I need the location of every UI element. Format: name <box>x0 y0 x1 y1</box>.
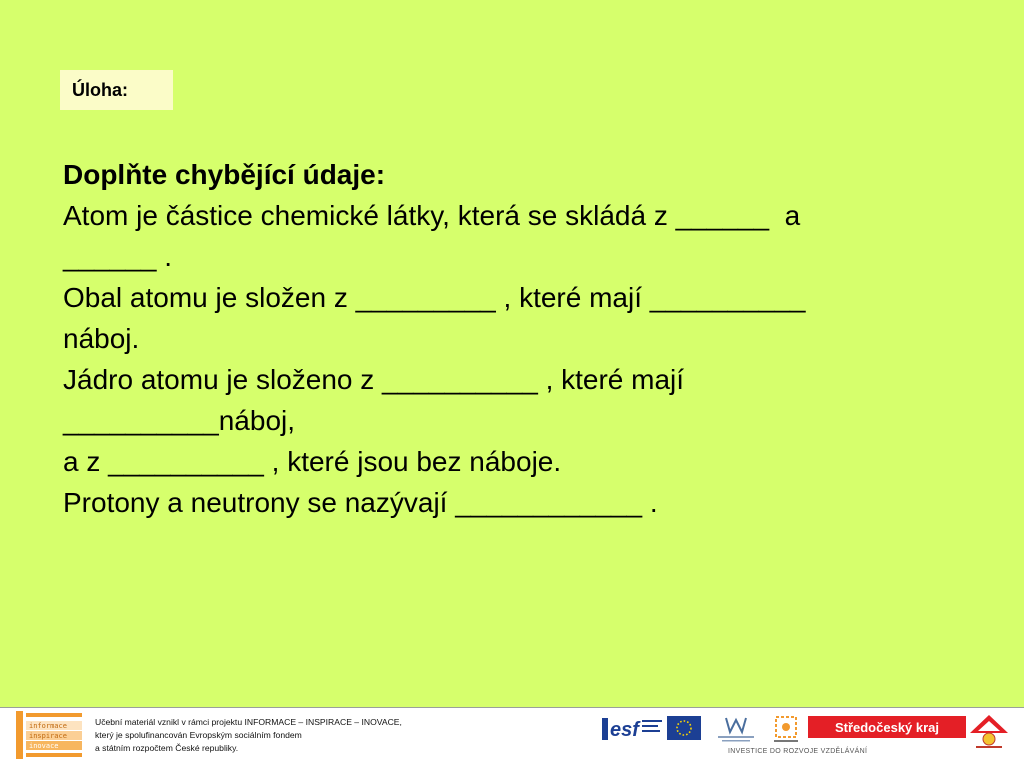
logo-word: inovace <box>29 742 59 750</box>
logo-word: informace <box>29 722 67 730</box>
exercise-line: ______ . <box>63 241 172 272</box>
informace-inspirace-inovace-logo <box>16 711 84 759</box>
kraj-label: Středočeský kraj <box>834 719 940 735</box>
exercise-line: Obal atomu je složen z _________ , které mají __________ <box>63 282 806 313</box>
footer-text-line: Učební materiál vznikl v rámci projektu INFORMACE – INSPIRACE – INOVACE, <box>95 717 402 727</box>
exercise-line: Jádro atomu je složeno z __________ , které mají <box>63 364 685 395</box>
exercise-line: Atom je částice chemické látky, která se skládá z ______ a <box>63 200 801 231</box>
exercise-line: Protony a neutrony se nazývají ____________ . <box>63 487 658 518</box>
eu-flag-icon <box>667 716 701 740</box>
msmt-logo-icon <box>712 714 760 744</box>
exercise-text <box>63 154 983 523</box>
esf-icon <box>602 714 664 744</box>
footer-text-line: který je spolufinancován Evropským sociálním fondem <box>95 730 302 740</box>
exercise-line: náboj. <box>63 323 140 354</box>
svg-text:esf: esf <box>610 719 639 741</box>
jesenice-emblem-icon <box>968 713 1010 749</box>
op-vk-logo-icon <box>770 715 802 745</box>
exercise-line: a z __________ , které jsou bez náboje. <box>63 446 562 477</box>
investice-label: INVESTICE DO ROZVOJE VZDĚLÁVÁNÍ <box>728 748 868 755</box>
exercise-heading: Doplňte chybějící údaje: <box>63 159 386 190</box>
stredocesky-kraj-banner <box>808 716 966 738</box>
exercise-line: __________náboj, <box>63 405 296 436</box>
logo-word: inspirace <box>29 732 67 740</box>
esf-logo <box>602 714 664 744</box>
footer-text-line: a státním rozpočtem České republiky. <box>95 743 239 753</box>
task-label: Úloha: <box>60 70 173 110</box>
footer-funding-text <box>95 716 515 755</box>
